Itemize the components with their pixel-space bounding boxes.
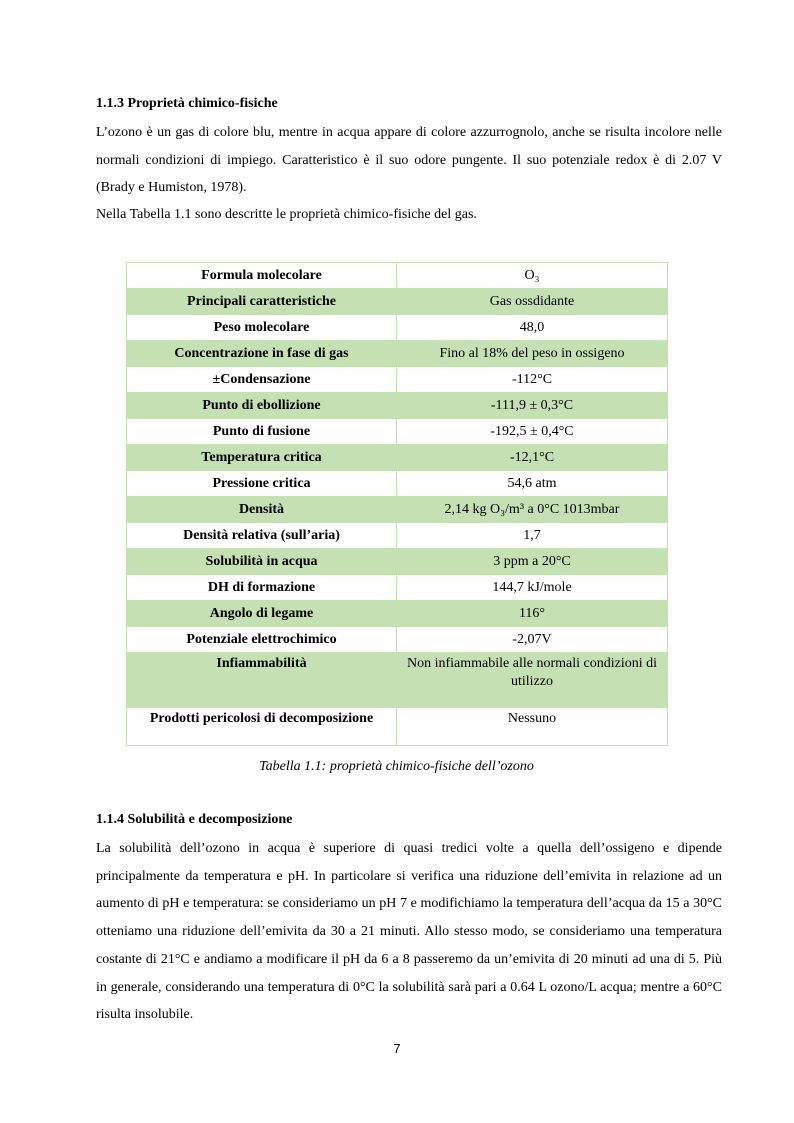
property-cell: Formula molecolare bbox=[127, 263, 397, 289]
table-row bbox=[127, 289, 668, 315]
value-cell: 144,7 kJ/mole bbox=[397, 575, 668, 601]
section-title-1-1-3: 1.1.3 Proprietà chimico-fisiche bbox=[96, 96, 278, 111]
table-row bbox=[127, 419, 668, 445]
value-cell: -112°C bbox=[397, 367, 668, 393]
property-cell: Potenziale elettrochimico bbox=[127, 627, 397, 653]
value-cell: Gas ossdidante bbox=[397, 289, 668, 315]
value-cell: 54,6 atm bbox=[397, 471, 668, 497]
value-cell: Fino al 18% del peso in ossigeno bbox=[397, 341, 668, 367]
table-row bbox=[127, 445, 668, 471]
table-row bbox=[127, 708, 668, 746]
value-cell: 116° bbox=[397, 601, 668, 627]
properties-table bbox=[126, 262, 668, 746]
section-title-1-1-4: 1.1.4 Solubilità e decomposizione bbox=[96, 812, 293, 827]
value-cell: Nessuno bbox=[397, 708, 668, 746]
table-row bbox=[127, 601, 668, 627]
property-cell: Concentrazione in fase di gas bbox=[127, 341, 397, 367]
value-cell: -12,1°C bbox=[397, 445, 668, 471]
page-number: 7 bbox=[393, 1041, 401, 1056]
table-row bbox=[127, 627, 668, 653]
property-cell: Densità relativa (sull’aria) bbox=[127, 523, 397, 549]
table-row bbox=[127, 471, 668, 497]
value-cell: 48,0 bbox=[397, 315, 668, 341]
value-cell: -2,07V bbox=[397, 627, 668, 653]
property-cell: Pressione critica bbox=[127, 471, 397, 497]
property-cell: Densità bbox=[127, 497, 397, 523]
value-cell: 1,7 bbox=[397, 523, 668, 549]
property-cell: Peso molecolare bbox=[127, 315, 397, 341]
property-cell: DH di formazione bbox=[127, 575, 397, 601]
table-caption: Tabella 1.1: proprietà chimico-fisiche dell’ozono bbox=[259, 759, 534, 774]
property-cell: Angolo di legame bbox=[127, 601, 397, 627]
value-cell: 2,14 kg O₃/m³ a 0°C 1013mbar bbox=[397, 497, 668, 523]
property-cell: Temperatura critica bbox=[127, 445, 397, 471]
table-row bbox=[127, 367, 668, 393]
property-cell: Punto di fusione bbox=[127, 419, 397, 445]
value-cell: -111,9 ± 0,3°C bbox=[397, 393, 668, 419]
value-cell: -192,5 ± 0,4°C bbox=[397, 419, 668, 445]
table-row bbox=[127, 523, 668, 549]
table-row bbox=[127, 653, 668, 708]
table-row bbox=[127, 497, 668, 523]
property-cell: Punto di ebollizione bbox=[127, 393, 397, 419]
property-cell: Infiammabilità bbox=[127, 653, 397, 708]
value-cell: Non infiammabile alle normali condizioni di utilizzo bbox=[397, 653, 668, 708]
property-cell: Solubilità in acqua bbox=[127, 549, 397, 575]
table-row bbox=[127, 315, 668, 341]
section-paragraph-1-1-4: La solubilità dell’ozono in acqua è superiore di quasi tredici volte a quella dell’ossigeno e dipende principalmente da temperatura e pH. In particolare si verifica una riduzione dell’emivita in relazione ad un aumento di pH e temperatura: se consideriamo un pH 7 e modifichiamo la temperatura dell’acqua da 15 a 30°C otteniamo una riduzione dell’emivita da 30 a 21 minuti. Allo stesso modo, se consideriamo una temperatura costante di 21°C e andiamo a modificare il pH da 6 a 8 passeremo da un’emivita di 20 minuti ad una di 5. Più in generale, considerando una temperatura di 0°C la solubilità sarà pari a 0.64 L ozono/L acqua; mentre a 60°C risulta insolubile. bbox=[96, 841, 722, 1023]
property-cell: Principali caratteristiche bbox=[127, 289, 397, 315]
table-row bbox=[127, 393, 668, 419]
table-row bbox=[127, 575, 668, 601]
value-cell: O₃ bbox=[397, 263, 668, 289]
section-paragraph-1-1-3: L’ozono è un gas di colore blu, mentre in acqua appare di colore azzurrognolo, anche se risulta incolore nelle normali condizioni di impiego. Caratteristico è il suo odore pungente. Il suo potenziale redox è di 2.07 V (Brady e Humiston, 1978). bbox=[96, 125, 722, 196]
property-cell: Prodotti pericolosi di decomposizione bbox=[127, 708, 397, 746]
property-cell: ±Condensazione bbox=[127, 367, 397, 393]
table-row bbox=[127, 549, 668, 575]
value-cell: 3 ppm a 20°C bbox=[397, 549, 668, 575]
table-row bbox=[127, 263, 668, 289]
table-intro-sentence: Nella Tabella 1.1 sono descritte le proprietà chimico-fisiche del gas. bbox=[96, 207, 477, 222]
table-row bbox=[127, 341, 668, 367]
